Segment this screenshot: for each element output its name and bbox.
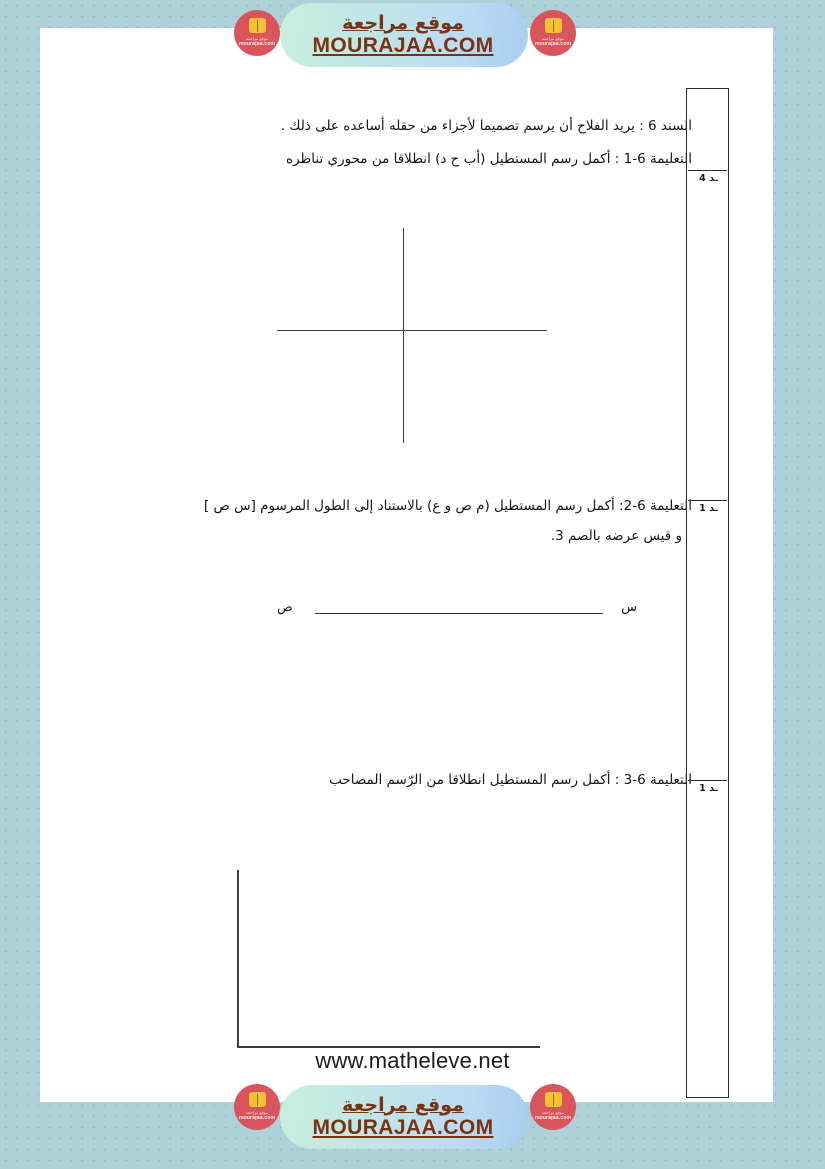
top-banner <box>228 0 578 70</box>
logo-caption-latin: mourajaa.com <box>238 41 276 48</box>
vertical-axis-line <box>403 228 404 443</box>
banner-site-link[interactable]: MOURAJAA.COM <box>312 1115 494 1139</box>
instruction-1-text: التعليمة 6-1 : أكمل رسم المستطيل (أب ح د) انطلاقا من محوري تناظره <box>286 151 692 167</box>
right-angle-vertical-line <box>237 870 239 1048</box>
logo-caption-latin: mourajaa.com <box>534 41 572 48</box>
segment-label-left: ص <box>277 600 293 615</box>
logo-caption-arabic: موقع مراجعة <box>541 36 565 42</box>
site-watermark: www.matheleve.net <box>315 1048 510 1073</box>
labelled-segment-figure <box>277 600 637 626</box>
score-mark: ـد 4 <box>699 173 718 184</box>
banner-site-link[interactable]: MOURAJAA.COM <box>312 33 494 57</box>
score-mark: ـد 1 <box>699 503 718 514</box>
logo-caption-arabic: موقع مراجعة <box>541 1110 565 1116</box>
instruction-2-line2-text: و قيس عرضه بالصم 3. <box>550 528 682 544</box>
banner-text-block <box>313 1095 494 1140</box>
logo-caption-arabic: موقع مراجعة <box>245 36 269 42</box>
score-mark: ـد 1 <box>699 783 718 794</box>
banner-text-block <box>313 13 494 58</box>
logo-caption-latin: mourajaa.com <box>534 1115 572 1122</box>
support-text: السند 6 : يريد الفلاح أن يرسم تصميما لأجزاء من حقله أساعده على ذلك . <box>280 118 692 134</box>
instruction-3-text: التعليمة 6-3 : أكمل رسم المستطيل انطلاقا من الرّسم المصاحب <box>329 772 692 788</box>
logo-caption-arabic: موقع مراجعة <box>245 1110 269 1116</box>
logo-caption-latin: mourajaa.com <box>238 1115 276 1122</box>
horizontal-axis-line <box>277 330 547 331</box>
banner-arabic-title: موقع مراجعة <box>342 1093 464 1116</box>
axes-of-symmetry-figure <box>277 228 547 443</box>
instruction-2-line1-text: التعليمة 6-2: أكمل رسم المستطيل (م ص و ع) بالاستناد إلى الطول المرسوم [س ص ] <box>203 498 692 514</box>
score-cell <box>688 501 727 781</box>
score-column <box>686 88 729 1098</box>
segment-line <box>315 613 603 614</box>
segment-label-right: س <box>621 600 637 615</box>
score-cell <box>688 171 727 501</box>
score-cell <box>688 89 727 171</box>
bottom-banner <box>228 1082 578 1152</box>
right-angle-figure <box>237 870 540 1048</box>
banner-arabic-title: موقع مراجعة <box>342 11 464 34</box>
